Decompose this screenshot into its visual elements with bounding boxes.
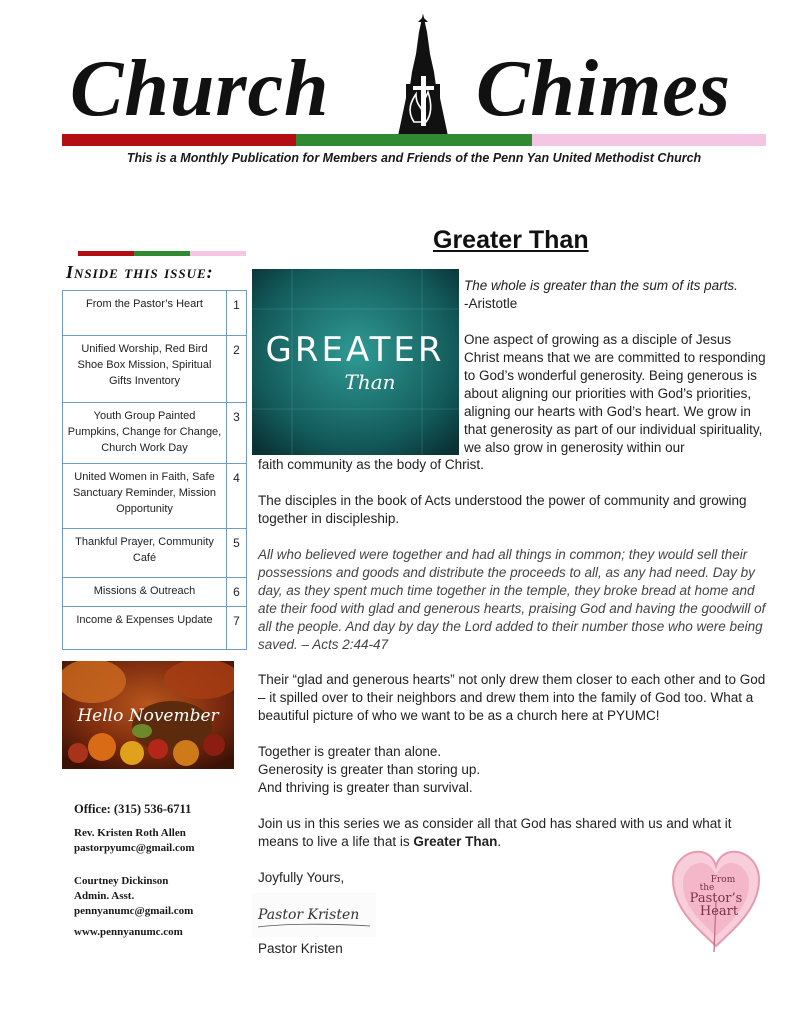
article-quote: The whole is greater than the sum of its parts. — [464, 278, 738, 293]
article-title: Greater Than — [433, 226, 589, 254]
sidebar-bar-green — [134, 251, 190, 256]
toc-page: 7 — [227, 607, 247, 650]
pastors-heart-graphic — [667, 842, 765, 954]
toc-row[interactable] — [63, 464, 247, 529]
office-contact — [74, 802, 244, 940]
masthead-bar-red — [62, 134, 296, 146]
assistant-name: Courtney Dickinson — [74, 875, 169, 887]
article-intro — [464, 277, 769, 457]
quote-attribution: -Aristotle — [464, 296, 518, 311]
pastor-signature — [252, 893, 376, 937]
toc-title: From the Pastor’s Heart — [63, 291, 227, 336]
toc-page: 4 — [227, 464, 247, 529]
heart-text-line: Pastor’s — [689, 891, 743, 906]
church-website[interactable]: www.pennyanumc.com — [74, 926, 183, 938]
greater-image-word: GREATER — [265, 330, 445, 370]
toc-row[interactable] — [63, 291, 247, 336]
toc-title: United Women in Faith, Safe Sanctuary Reminder, Mission Opportunity — [63, 464, 227, 529]
than-image-word: Than — [344, 370, 396, 394]
masthead-bar-green — [296, 134, 532, 146]
pastor-email[interactable]: pastorpyumc@gmail.com — [74, 842, 195, 854]
masthead-tagline: This is a Monthly Publication for Members and Friends of the Penn Yan United Methodist Church — [126, 151, 702, 165]
sidebar-bar-pink — [190, 251, 246, 256]
assistant-email[interactable]: pennyanumc@gmail.com — [74, 905, 194, 917]
masthead-title-right: Chimes — [476, 45, 731, 133]
together-lines — [258, 743, 772, 797]
signature-text: Pastor Kristen — [258, 907, 360, 923]
toc-row[interactable] — [63, 578, 247, 607]
join-text: Join us in this series we as consider all that God has shared with us and what it means to live a life that is — [258, 816, 732, 849]
join-bold: Greater Than — [413, 834, 498, 849]
toc-page: 5 — [227, 529, 247, 578]
toc-title: Unified Worship, Red Bird Shoe Box Mission, Spiritual Gifts Inventory — [63, 336, 227, 403]
inside-issue-heading: Inside this issue: — [66, 262, 214, 282]
toc-row[interactable] — [63, 403, 247, 464]
article-paragraph-1: One aspect of growing as a disciple of Jesus Christ means that we are committed to responding to God’s wonderful generosity. Being generous is about aligning our priorities with God’s priorities, aligning our hearts with God’s heart. We grow in that generosity as part of our individual spirituality, we also grow in generosity within our — [464, 332, 766, 455]
article-paragraph-2: The disciples in the book of Acts understood the power of community and growing together in discipleship. — [258, 493, 747, 526]
masthead-bar-pink — [532, 134, 766, 146]
toc-page: 1 — [227, 291, 247, 336]
assistant-title: Admin. Asst. — [74, 890, 135, 902]
hello-november-text: Hello November — [77, 706, 219, 726]
article-paragraph-3: Their “glad and generous hearts” not only drew them closer to each other and to God – it spilled over to their neighbors and drew them into the family of God too. What a beautiful picture of who we want to be as a church here at PYUMC! — [258, 672, 766, 723]
toc-page: 2 — [227, 336, 247, 403]
toc-row[interactable] — [63, 607, 247, 650]
toc-title: Youth Group Painted Pumpkins, Change for Change, Church Work Day — [63, 403, 227, 464]
greater-than-image — [252, 269, 459, 455]
heart-text-line: From — [710, 875, 736, 885]
toc-row[interactable] — [63, 336, 247, 403]
toc-title: Thankful Prayer, Community Café — [63, 529, 227, 578]
together-line: Generosity is greater than storing up. — [258, 762, 481, 777]
hello-november-image — [62, 661, 234, 769]
closing-line: Joyfully Yours, — [258, 870, 345, 885]
pastor-name: Rev. Kristen Roth Allen — [74, 827, 186, 839]
office-phone: Office: (315) 536-6711 — [74, 802, 192, 816]
toc-row[interactable] — [63, 529, 247, 578]
join-end: . — [497, 834, 502, 849]
toc-page: 3 — [227, 403, 247, 464]
toc-title: Income & Expenses Update — [63, 607, 227, 650]
sidebar-bar-red — [78, 251, 134, 256]
masthead-title-left: Church — [70, 45, 330, 133]
signoff-name: Pastor Kristen — [258, 941, 343, 956]
heart-text-line: Heart — [699, 904, 739, 919]
together-line: Together is greater than alone. — [258, 744, 442, 759]
scripture-quote: All who believed were together and had all things in common; they would sell their possessions and goods and distribute the proceeds to all, as any had need. Day by day, as they spent much time together in the temple, they broke bread at home and ate their food with glad and generous hearts, praising God and having the goodwill of all the people. And day by day the Lord added to their number those who were being saved. – Acts 2:44-47 — [258, 547, 766, 652]
heart-text-line: the — [699, 883, 715, 893]
article-paragraph-1-end: faith community as the body of Christ. — [258, 457, 484, 472]
toc-page: 6 — [227, 578, 247, 607]
steeple-cross-flame-icon — [392, 14, 454, 136]
table-of-contents — [62, 290, 247, 650]
together-line: And thriving is greater than survival. — [258, 780, 473, 795]
toc-title: Missions & Outreach — [63, 578, 227, 607]
